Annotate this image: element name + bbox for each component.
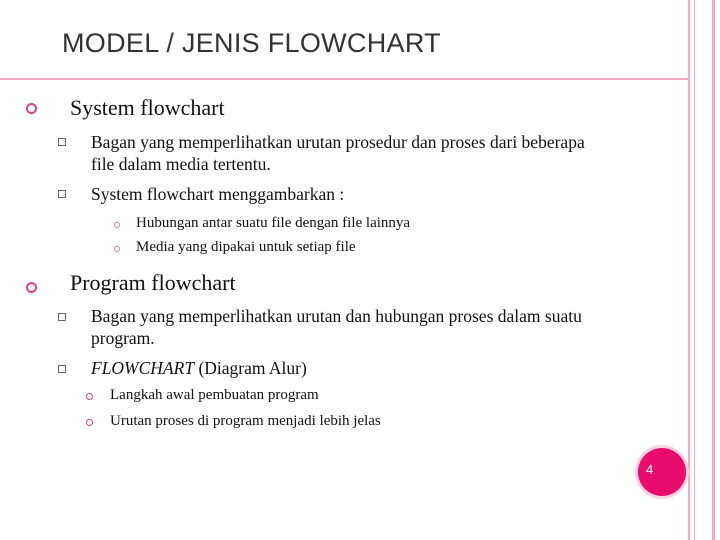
bullet-icon: [26, 103, 37, 114]
system-subitem-2: Media yang dipakai untuk setiap file: [136, 239, 356, 255]
section-heading-system: System flowchart: [70, 95, 225, 120]
slide-title: MODEL / JENIS FLOWCHART: [62, 28, 441, 58]
system-item-1-line-1: Bagan yang memperlihatkan urutan prosedur dan proses dari beberapa: [91, 132, 585, 152]
system-item-1-line-2: file dalam media tertentu.: [91, 154, 271, 174]
square-bullet-icon: [58, 365, 66, 373]
page-number: 4: [646, 462, 654, 477]
small-bullet-icon: [114, 246, 120, 252]
system-subitem-1: Hubungan antar suatu file dengan file lainnya: [136, 215, 411, 231]
bullet-icon: [26, 282, 37, 293]
square-bullet-icon: [58, 138, 66, 146]
title-divider: [0, 78, 688, 80]
frame-line-right-2: [694, 0, 695, 540]
program-item-1-line-2: program.: [91, 328, 155, 348]
program-subitem-2: Urutan proses di program menjadi lebih jelas: [110, 413, 381, 429]
small-bullet-icon: [86, 393, 93, 400]
program-item-2-emphasis: FLOWCHART: [91, 358, 195, 378]
program-item-2: [91, 358, 307, 379]
square-bullet-icon: [58, 313, 66, 321]
program-item-1-line-1: Bagan yang memperlihatkan urutan dan hubungan proses dalam suatu: [91, 306, 582, 326]
program-subitem-1: Langkah awal pembuatan program: [110, 387, 319, 403]
program-item-2-rest: (Diagram Alur): [198, 358, 307, 378]
square-bullet-icon: [58, 190, 66, 198]
frame-line-right-3: [712, 0, 715, 540]
small-bullet-icon: [114, 222, 120, 228]
section-heading-program: Program flowchart: [70, 270, 236, 295]
frame-line-right-1: [688, 0, 690, 540]
small-bullet-icon: [86, 419, 93, 426]
system-item-2: System flowchart menggambarkan :: [91, 184, 345, 204]
